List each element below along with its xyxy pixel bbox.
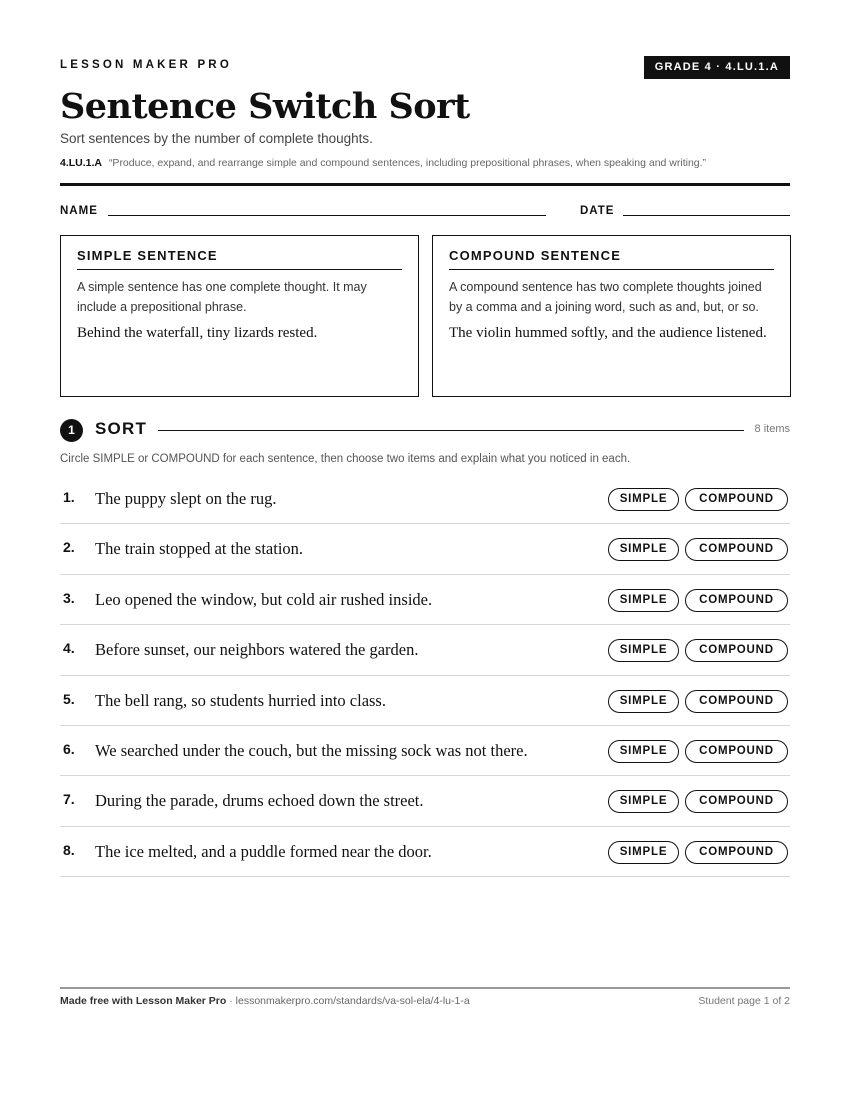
- grade-badge: GRADE 4 · 4.LU.1.A: [644, 56, 790, 79]
- item-number: 7.: [63, 791, 75, 808]
- section-divider: [158, 430, 744, 431]
- simple-choice-button[interactable]: SIMPLE: [608, 639, 679, 662]
- simple-choice-button[interactable]: SIMPLE: [608, 690, 679, 713]
- list-item: [60, 676, 790, 726]
- compound-choice-button[interactable]: COMPOUND: [685, 841, 788, 864]
- definition-description: A simple sentence has one complete thought. It may include a prepositional phrase.: [77, 280, 367, 314]
- footer-url: · lessonmakerpro.com/standards/va-sol-ela/4-lu-1-a: [226, 995, 470, 1007]
- footer-divider: [60, 987, 790, 989]
- simple-choice-button[interactable]: SIMPLE: [608, 538, 679, 561]
- footer-credit: [60, 995, 470, 1007]
- simple-choice-button[interactable]: SIMPLE: [608, 790, 679, 813]
- date-field[interactable]: [623, 215, 790, 216]
- list-item: [60, 827, 790, 877]
- simple-choice-button[interactable]: SIMPLE: [608, 488, 679, 511]
- item-number: 2.: [63, 539, 75, 556]
- item-sentence: The bell rang, so students hurried into class.: [95, 690, 386, 710]
- definition-example: The violin hummed softly, and the audience listened.: [449, 325, 767, 341]
- list-item: [60, 474, 790, 524]
- header-divider: [60, 183, 790, 186]
- item-sentence: The puppy slept on the rug.: [95, 489, 277, 508]
- standard-code: 4.LU.1.A: [60, 157, 103, 169]
- list-item: [60, 625, 790, 675]
- item-number: 8.: [63, 841, 75, 858]
- list-item: [60, 726, 790, 776]
- item-sentence: Before sunset, our neighbors watered the garden.: [95, 640, 419, 660]
- definition-card-simple: [60, 235, 419, 397]
- item-number: 5.: [63, 690, 75, 707]
- name-label: NAME: [60, 205, 98, 217]
- brand-name: LESSON MAKER PRO: [60, 59, 232, 71]
- compound-choice-button[interactable]: COMPOUND: [685, 589, 788, 612]
- section-header: [60, 418, 790, 442]
- definition-description: A compound sentence has two complete thoughts joined by a comma and a joining word, such as and, but, or so.: [449, 280, 762, 314]
- definition-title: COMPOUND SENTENCE: [449, 248, 774, 270]
- compound-choice-button[interactable]: COMPOUND: [685, 740, 788, 763]
- date-label: DATE: [580, 205, 615, 217]
- item-sentence: During the parade, drums echoed down the street.: [95, 791, 424, 811]
- compound-choice-button[interactable]: COMPOUND: [685, 790, 788, 813]
- section-number-badge: 1: [60, 419, 83, 442]
- standard-line: [60, 157, 706, 169]
- list-item: [60, 575, 790, 625]
- compound-choice-button[interactable]: COMPOUND: [685, 690, 788, 713]
- item-number: 3.: [63, 589, 75, 606]
- worksheet-page: [60, 0, 790, 1100]
- worksheet-subtitle: Sort sentences by the number of complete thoughts.: [60, 131, 373, 146]
- simple-choice-button[interactable]: SIMPLE: [608, 589, 679, 612]
- item-sentence: The train stopped at the station.: [95, 539, 304, 559]
- item-sentence: The ice melted, and a puddle formed near the door.: [95, 841, 432, 861]
- definition-card-compound: [432, 235, 791, 397]
- definition-example: Behind the waterfall, tiny lizards rested.: [77, 325, 318, 341]
- section-instructions: Circle SIMPLE or COMPOUND for each sentence, then choose two items and explain what you noticed in each.: [60, 453, 631, 465]
- list-item: [60, 524, 790, 574]
- item-number: 4.: [63, 640, 75, 657]
- sentence-list: [60, 474, 790, 877]
- list-item: [60, 776, 790, 826]
- section-title: SORT: [95, 419, 148, 438]
- item-sentence: Leo opened the window, but cold air rushed inside.: [95, 589, 433, 609]
- simple-choice-button[interactable]: SIMPLE: [608, 841, 679, 864]
- section-item-count: 8 items: [754, 423, 790, 435]
- item-number: 6.: [63, 740, 75, 757]
- item-sentence: We searched under the couch, but the missing sock was not there.: [95, 740, 528, 760]
- definition-title: SIMPLE SENTENCE: [77, 248, 402, 270]
- footer-brand: Made free with Lesson Maker Pro: [60, 995, 227, 1007]
- simple-choice-button[interactable]: SIMPLE: [608, 740, 679, 763]
- header: [60, 56, 790, 80]
- compound-choice-button[interactable]: COMPOUND: [685, 488, 788, 511]
- name-field[interactable]: [108, 215, 546, 216]
- footer-page-number: Student page 1 of 2: [698, 995, 790, 1007]
- compound-choice-button[interactable]: COMPOUND: [685, 538, 788, 561]
- standard-text: “Produce, expand, and rearrange simple and compound sentences, including prepositional phrases, when speaking and writing.”: [108, 157, 707, 169]
- item-number: 1.: [63, 489, 75, 505]
- compound-choice-button[interactable]: COMPOUND: [685, 639, 788, 662]
- worksheet-title: Sentence Switch Sort: [60, 86, 470, 127]
